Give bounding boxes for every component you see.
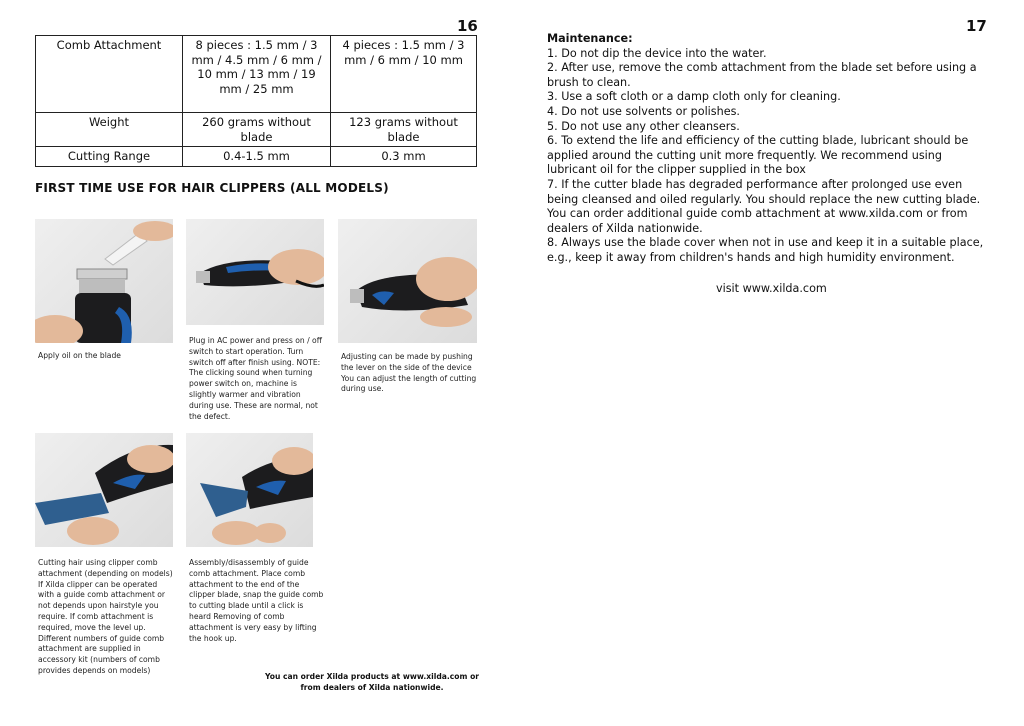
power-switch-illustration — [186, 219, 324, 325]
table-cell: Weight — [36, 113, 183, 147]
table-cell: Comb Attachment — [36, 36, 183, 113]
table-cell: 123 grams without blade — [331, 113, 477, 147]
table-row — [36, 147, 477, 167]
step-caption: Assembly/disassembly of guide comb attachment. Place comb attachment to the end of the clipper blade, snap the guide comb to cutting blade until a click is heard Removing of comb attachment is very easy by lifting the hook up. — [189, 558, 324, 643]
table-cell: 4 pieces : 1.5 mm / 3 mm / 6 mm / 10 mm — [331, 36, 477, 113]
assembly-illustration — [186, 433, 313, 547]
table-cell: 0.4-1.5 mm — [183, 147, 331, 167]
page-number-left: 16 — [457, 17, 478, 35]
step-caption: Apply oil on the blade — [38, 351, 121, 360]
spec-table — [35, 35, 477, 167]
step-photo-comb-attachment — [35, 433, 173, 547]
maintenance-item: 8. Always use the blade cover when not in use and keep it in a suitable place, e.g., keep it away from children's hands and high humidity environment. — [547, 236, 984, 264]
table-cell: 260 grams without blade — [183, 113, 331, 147]
step-caption: Plug in AC power and press on / off switch to start operation. Turn switch off after finish using. NOTE: The clicking sound when turning power switch on, machine is slightly warmer and vibration during use. These are normal, not the defect. — [189, 336, 322, 421]
table-cell: 0.3 mm — [331, 147, 477, 167]
maintenance-item: 7. If the cutter blade has degraded performance after prolonged use even being cleansed and oiled regularly. You should replace the new cutting blade. You can order additional guide comb attachment at www.xilda.com or from dealers of Xilda nationwide. — [547, 177, 981, 235]
maintenance-item: 4. Do not use solvents or polishes. — [547, 104, 740, 118]
section-title: FIRST TIME USE FOR HAIR CLIPPERS (ALL MODELS) — [35, 181, 389, 195]
maintenance-item: 1. Do not dip the device into the water. — [547, 46, 767, 60]
step-caption: Cutting hair using clipper comb attachment (depending on models) If Xilda clipper can be operated with a guide comb attachment or not depends upon hairstyle you require. If comb attachment is required, move the level up. Different numbers of guide comb attachment are supplied in accessory kit (numbers of comb provides depends on models) — [38, 558, 173, 675]
page-number-right: 17 — [966, 17, 987, 35]
step-photo-assembly — [186, 433, 313, 547]
maintenance-item: 2. After use, remove the comb attachment from the blade set before using a brush to clean. — [547, 61, 977, 89]
table-cell: Cutting Range — [36, 147, 183, 167]
maintenance-item: 5. Do not use any other cleansers. — [547, 119, 740, 133]
visit-website-text: visit www.xilda.com — [716, 282, 827, 295]
table-cell: 8 pieces : 1.5 mm / 3 mm / 4.5 mm / 6 mm / 10 mm / 13 mm / 19 mm / 25 mm — [183, 36, 331, 113]
maintenance-item: 3. Use a soft cloth or a damp cloth only for cleaning. — [547, 90, 841, 104]
step-photo-oil-blade — [35, 219, 173, 343]
step-caption: Adjusting can be made by pushing the lever on the side of the device You can adjust the length of cutting during use. — [341, 352, 477, 394]
table-row — [36, 113, 477, 147]
oil-blade-illustration — [35, 219, 173, 343]
step-photo-power-switch — [186, 219, 324, 325]
maintenance-section — [547, 32, 992, 266]
order-note: You can order Xilda products at www.xilda.com or from dealers of Xilda nationwide. — [264, 672, 480, 692]
maintenance-title: Maintenance: — [547, 32, 633, 45]
step-photo-adjust-lever — [338, 219, 477, 343]
adjust-lever-illustration — [338, 219, 477, 343]
comb-attachment-illustration — [35, 433, 173, 547]
table-row — [36, 36, 477, 113]
maintenance-item: 6. To extend the life and efficiency of the cutting blade, lubricant should be applied around the cutting unit more frequently. We recommend using lubricant oil for the clipper supplied in the box — [547, 134, 969, 177]
